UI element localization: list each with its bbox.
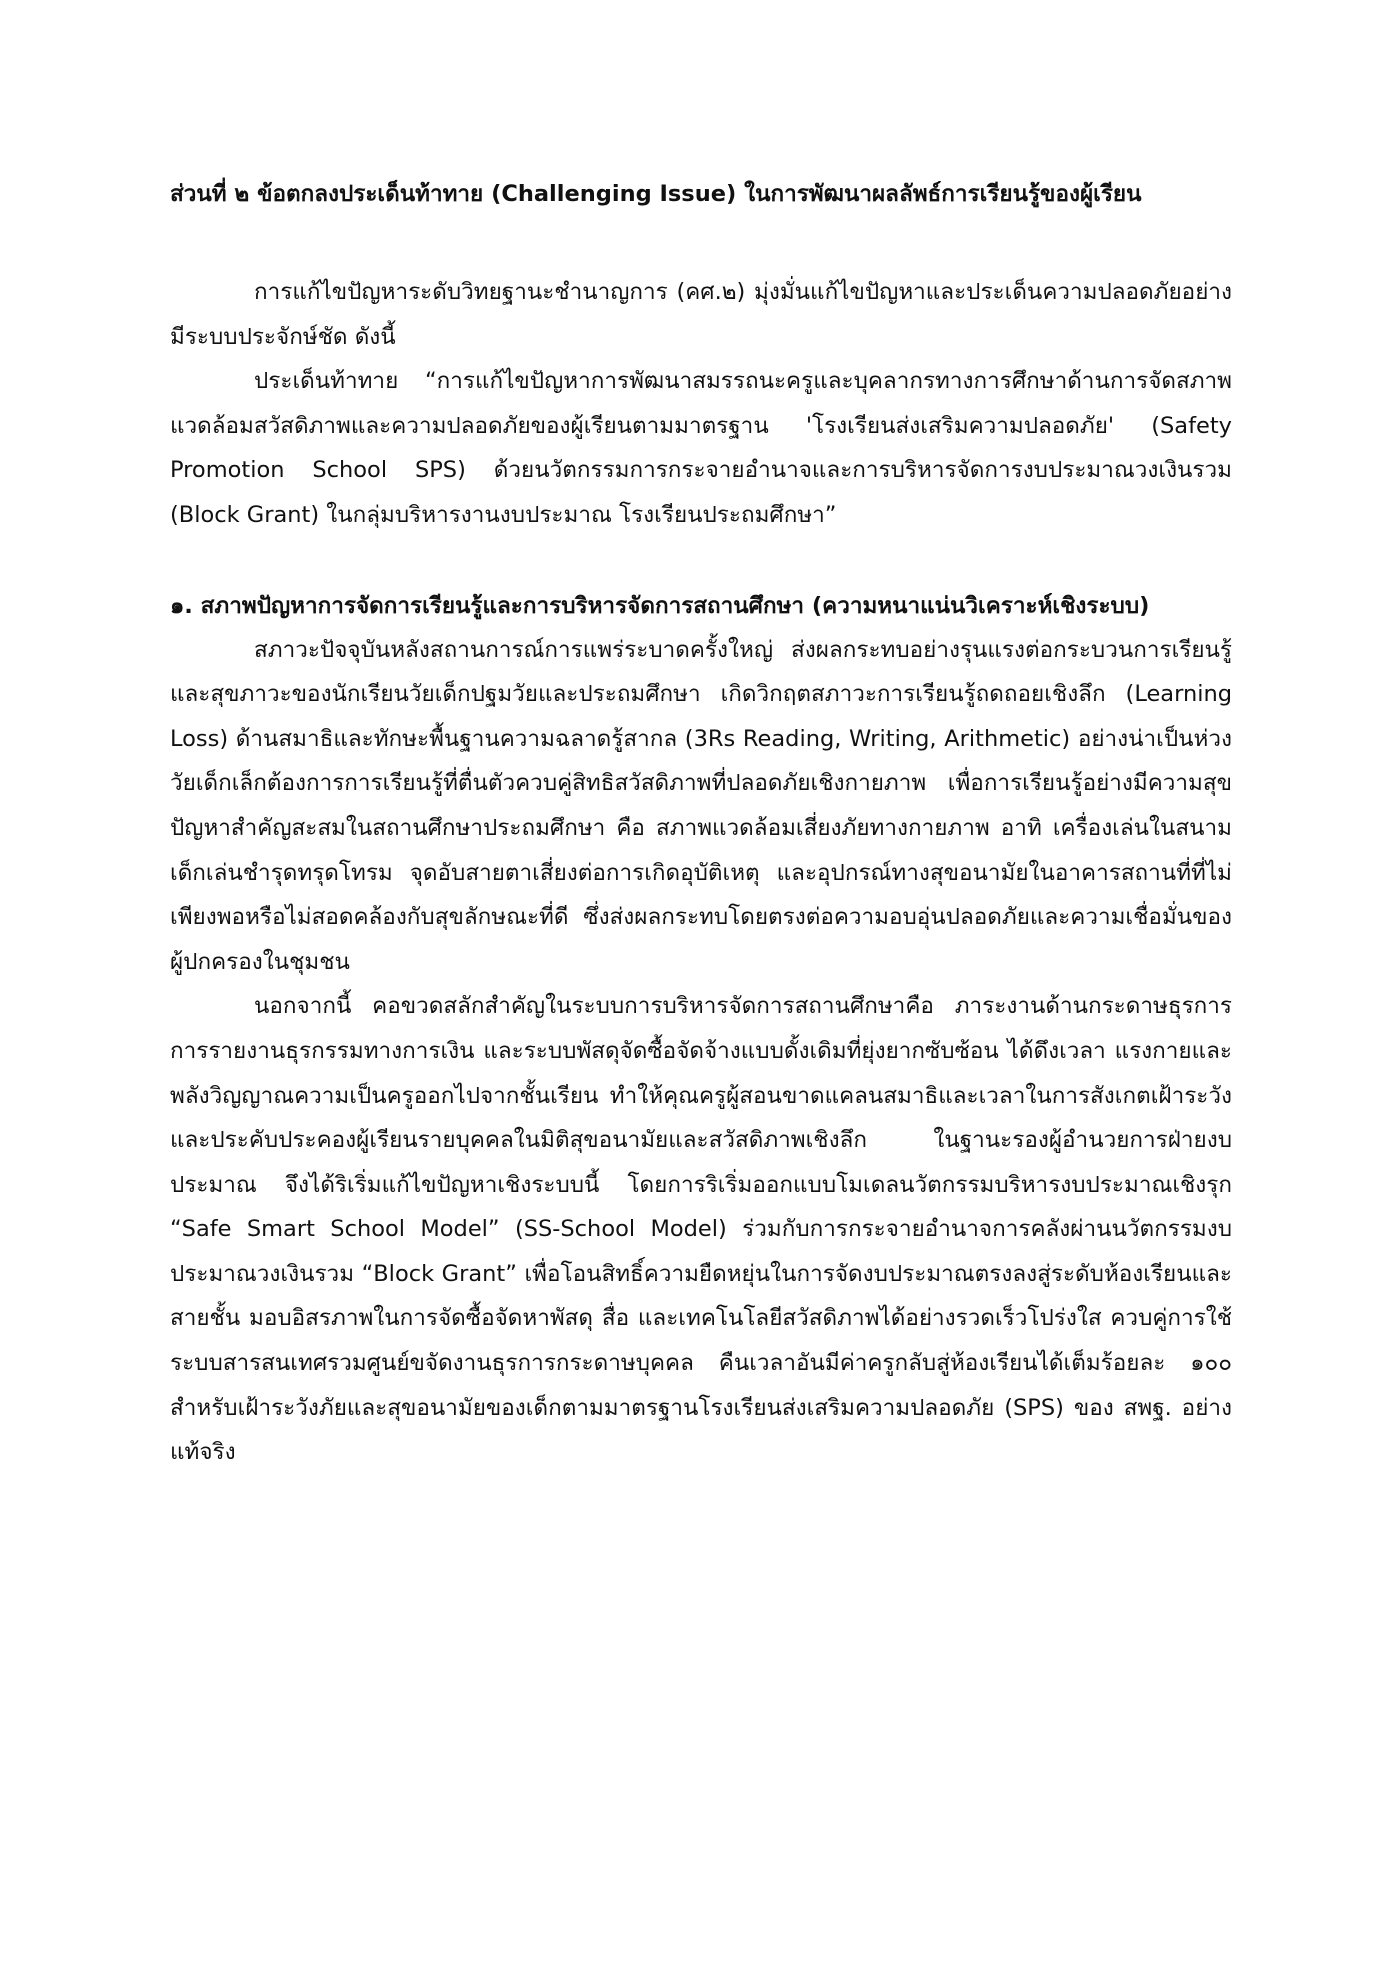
spacer xyxy=(170,216,1232,270)
spacer xyxy=(170,538,1232,584)
problem-paragraph: สภาวะปัจจุบันหลังสถานการณ์การแพร่ระบาดครั้งใหญ่ ส่งผลกระทบอย่างรุนแรงต่อกระบวนการเรียนรู้และสุขภาวะของนักเรียนวัยเด็กปฐมวัยและประถมศึกษา เกิดวิกฤตสภาวะการเรียนรู้ถดถอยเชิงลึก (Learning Loss) ด้านสมาธิและทักษะพื้นฐานความฉลาดรู้สากล (3Rs Reading, Writing, Arithmetic) อย่างน่าเป็นห่วง วัยเด็กเล็กต้องการการเรียนรู้ที่ตื่นตัวควบคู่สิทธิสวัสดิภาพที่ปลอดภัยเชิงกายภาพ เพื่อการเรียนรู้อย่างมีความสุข ปัญหาสำคัญสะสมในสถานศึกษาประถมศึกษา คือ สภาพแวดล้อมเสี่ยงภัยทางกายภาพ อาทิ เครื่องเล่นในสนามเด็กเล่นชำรุดทรุดโทรม จุดอับสายตาเสี่ยงต่อการเกิดอุบัติเหตุ และอุปกรณ์ทางสุขอนามัยในอาคารสถานที่ที่ไม่เพียงพอหรือไม่สอดคล้องกับสุขลักษณะที่ดี ซึ่งส่งผลกระทบโดยตรงต่อความอบอุ่นปลอดภัยและความเชื่อมั่นของผู้ปกครองในชุมชน xyxy=(170,636,1232,975)
admin-paragraph: นอกจากนี้ คอขวดสลักสำคัญในระบบการบริหารจัดการสถานศึกษาคือ ภาระงานด้านกระดาษธุรการการรายงานธุรกรรมทางการเงิน และระบบพัสดุจัดซื้อจัดจ้างแบบดั้งเดิมที่ยุ่งยากซับซ้อน ได้ดึงเวลา แรงกายและพลังวิญญาณความเป็นครูออกไปจากชั้นเรียน ทำให้คุณครูผู้สอนขาดแคลนสมาธิและเวลาในการสังเกตเฝ้าระวัง และประคับประคองผู้เรียนรายบุคคลในมิติสุขอนามัยและสวัสดิภาพเชิงลึก ในฐานะรองผู้อำนวยการฝ่ายงบประมาณ จึงได้ริเริ่มแก้ไขปัญหาเชิงระบบนี้ โดยการริเริ่มออกแบบโมเดลนวัตกรรมบริหารงบประมาณเชิงรุก “Safe Smart School Model” (SS-School Model) ร่วมกับการกระจายอำนาจการคลังผ่านนวัตกรรมงบประมาณวงเงินรวม “Block Grant” เพื่อโอนสิทธิ์ความยืดหยุ่นในการจัดงบประมาณตรงลงสู่ระดับห้องเรียนและสายชั้น มอบอิสรภาพในการจัดซื้อจัดหาพัสดุ สื่อ และเทคโนโลยีสวัสดิภาพได้อย่างรวดเร็วโปร่งใส ควบคู่การใช้ระบบสารสนเทศรวมศูนย์ขจัดงานธุรการกระดาษบุคคล คืนเวลาอันมีค่าครูกลับสู่ห้องเรียนได้เต็มร้อยละ ๑๐๐ สำหรับเฝ้าระวังภัยและสุขอนามัยของเด็กตามมาตรฐานโรงเรียนส่งเสริมความปลอดภัย (SPS) ของ สพฐ. อย่างแท้จริง xyxy=(170,993,1232,1466)
document-page xyxy=(170,172,1232,1475)
challenge-paragraph: ประเด็นท้าทาย “การแก้ไขปัญหาการพัฒนาสมรรถนะครูและบุคลากรทางการศึกษาด้านการจัดสภาพแวดล้อมสวัสดิภาพและความปลอดภัยของผู้เรียนตามมาตรฐาน 'โรงเรียนส่งเสริมความปลอดภัย' (Safety Promotion School SPS) ด้วยนวัตกรรมการกระจายอำนาจและการบริหารจัดการงบประมาณวงเงินรวม (Block Grant) ในกลุ่มบริหารงานงบประมาณ โรงเรียนประถมศึกษา” xyxy=(170,368,1232,528)
section-title: ส่วนที่ ๒ ข้อตกลงประเด็นท้าทาย (Challenging Issue) ในการพัฒนาผลลัพธ์การเรียนรู้ของผู้เรียน xyxy=(170,181,1142,207)
subsection-title: ๑. สภาพปัญหาการจัดการเรียนรู้และการบริหารจัดการสถานศึกษา (ความหนาแน่นวิเคราะห์เชิงระบบ) xyxy=(170,592,1150,619)
intro-paragraph: การแก้ไขปัญหาระดับวิทยฐานะชำนาญการ (คศ.๒) มุ่งมั่นแก้ไขปัญหาและประเด็นความปลอดภัยอย่างมีระบบประจักษ์ชัด ดังนี้ xyxy=(170,279,1232,350)
